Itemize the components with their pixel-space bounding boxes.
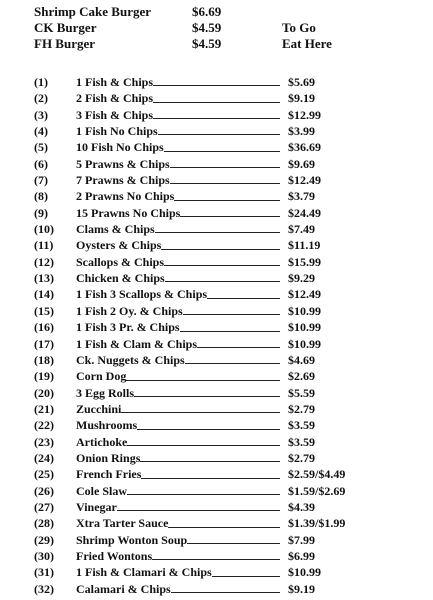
menu-item-name: Fried Wontons	[76, 548, 153, 563]
menu-item-name-leader	[76, 483, 286, 499]
menu-item-number: (27)	[34, 499, 54, 514]
menu-item-name: Corn Dog	[76, 369, 127, 384]
menu-item	[34, 483, 394, 499]
menu-item-price: $5.69	[288, 75, 315, 89]
menu-item	[34, 548, 394, 564]
menu-item-number: (10)	[34, 222, 54, 237]
menu-item-name: Scallops & Chips	[76, 254, 165, 269]
menu-item-price: $9.19	[288, 581, 315, 596]
special-row	[34, 20, 394, 36]
menu-item	[34, 303, 394, 319]
menu-item-price: $4.69	[288, 352, 315, 367]
menu-item-name: 10 Fish No Chips	[76, 140, 164, 155]
menu-item	[34, 237, 394, 253]
menu-item-name-leader	[76, 368, 286, 384]
menu-item-price: $3.79	[288, 189, 315, 204]
menu-item	[34, 336, 394, 352]
menu-item-price: $6.99	[288, 548, 315, 563]
menu-item-name-leader	[76, 564, 286, 580]
special-note: Eat Here	[282, 36, 332, 51]
menu-item-name-leader	[76, 352, 286, 368]
menu-item-number: (12)	[34, 254, 54, 269]
menu-item-price: $12.49	[288, 173, 321, 188]
special-note	[282, 4, 392, 20]
special-note: To Go	[282, 20, 316, 35]
menu-item-number: (6)	[34, 156, 48, 171]
menu-item	[34, 139, 394, 155]
menu-item-name-leader	[76, 548, 286, 564]
menu-item	[34, 385, 394, 401]
menu-item-price: $12.99	[288, 107, 321, 122]
menu-item	[34, 368, 394, 384]
menu-item-price: $7.99	[288, 532, 315, 547]
menu-item-name-leader	[76, 254, 286, 270]
menu-item-name-leader	[76, 450, 286, 466]
menu-item	[34, 123, 394, 139]
menu-item-name-leader	[76, 336, 286, 352]
special-name: CK Burger	[34, 20, 97, 35]
menu-item-name: 1 Fish No Chips	[76, 124, 158, 139]
menu-item-name: Zucchini	[76, 401, 122, 416]
menu-item-name: Artichoke	[76, 434, 128, 449]
menu-item	[34, 466, 394, 482]
special-price: $4.59	[192, 36, 222, 51]
menu-item	[34, 434, 394, 450]
menu-item-name-leader	[76, 74, 286, 90]
menu-item-name-leader	[76, 90, 286, 106]
menu-item	[34, 254, 394, 270]
menu-item-number: (14)	[34, 287, 54, 302]
menu-item-price: $15.99	[288, 254, 321, 269]
menu-item-number: (23)	[34, 434, 54, 449]
menu-item	[34, 156, 394, 172]
menu-item-price: $36.69	[288, 140, 321, 155]
menu-item-number: (11)	[34, 238, 54, 253]
menu-item-price: $9.19	[288, 91, 315, 106]
menu-item-price: $2.59/$4.49	[288, 467, 346, 482]
menu-item-name: Vinegar	[76, 499, 117, 514]
menu-item-name-leader	[76, 156, 286, 172]
menu-item-name-leader	[76, 107, 286, 123]
menu-item-name: Ck. Nuggets & Chips	[76, 352, 185, 367]
menu-item-name: Onion Rings	[76, 450, 141, 465]
menu-item	[34, 172, 394, 188]
menu-item-price: $11.19	[288, 238, 321, 253]
menu-item-name: 3 Egg Rolls	[76, 385, 135, 400]
menu-item	[34, 515, 394, 531]
menu-item-number: (7)	[34, 173, 48, 188]
menu-item-name: Oysters & Chips	[76, 238, 162, 253]
menu-item-name: 1 Fish & Chips	[76, 75, 154, 89]
menu-item-name: 1 Fish & Clam & Chips	[76, 336, 198, 351]
menu-item-price: $7.49	[288, 222, 315, 237]
menu-item-name-leader	[76, 303, 286, 319]
menu-item	[34, 205, 394, 221]
menu-item	[34, 107, 394, 123]
menu-item-number: (4)	[34, 124, 48, 139]
menu-item-name: 7 Prawns & Chips	[76, 173, 170, 188]
menu-item-number: (22)	[34, 418, 54, 433]
menu-item-name: 15 Prawns No Chips	[76, 205, 181, 220]
menu-item-name: 1 Fish 2 Oy. & Chips	[76, 303, 183, 318]
menu-item	[34, 450, 394, 466]
menu-item-number: (18)	[34, 352, 54, 367]
menu-item-price: $2.69	[288, 369, 315, 384]
menu-item	[34, 286, 394, 302]
menu-item-name-leader	[76, 532, 286, 548]
menu-item-price: $10.99	[288, 336, 321, 351]
menu-item-name: 2 Prawns No Chips	[76, 189, 175, 204]
menu-item	[34, 74, 394, 90]
menu-item-name: Xtra Tarter Sauce	[76, 516, 169, 531]
menu-item-number: (24)	[34, 450, 54, 465]
menu-item	[34, 319, 394, 335]
menu-item-name: 1 Fish & Clamari & Chips	[76, 565, 212, 580]
menu-item-number: (16)	[34, 320, 54, 335]
menu-item-name: Mushrooms	[76, 418, 138, 433]
menu-item	[34, 221, 394, 237]
menu-item-name: Cole Slaw	[76, 483, 127, 498]
menu-item-price: $5.59	[288, 385, 315, 400]
menu-item-name-leader	[76, 188, 286, 204]
menu-item-number: (9)	[34, 205, 48, 220]
menu-item-name: 5 Prawns & Chips	[76, 156, 170, 171]
menu-item-number: (15)	[34, 303, 54, 318]
menu-item-price: $3.59	[288, 418, 315, 433]
menu-item-number: (29)	[34, 532, 54, 547]
menu-item-name-leader	[76, 270, 286, 286]
menu-item-number: (3)	[34, 107, 48, 122]
menu-item-number: (5)	[34, 140, 48, 155]
special-row	[34, 36, 394, 52]
menu-item-name: 3 Fish & Chips	[76, 107, 154, 122]
menu-item-price: $4.39	[288, 499, 315, 514]
menu-item-number: (32)	[34, 581, 54, 596]
menu-item	[34, 581, 394, 597]
specials-section	[34, 4, 394, 52]
menu-item	[34, 499, 394, 515]
menu-item-number: (20)	[34, 385, 54, 400]
menu-list	[34, 74, 394, 597]
menu-item-number: (25)	[34, 467, 54, 482]
menu-item-number: (8)	[34, 189, 48, 204]
menu-item	[34, 417, 394, 433]
menu-item-number: (17)	[34, 336, 54, 351]
menu-item-name-leader	[76, 319, 286, 335]
menu-item-number: (19)	[34, 369, 54, 384]
menu-item-name: Chicken & Chips	[76, 271, 165, 286]
menu-item-name: Calamari & Chips	[76, 581, 171, 596]
menu-item	[34, 401, 394, 417]
menu-item-name: 1 Fish 3 Scallops & Chips	[76, 287, 208, 302]
menu-item-price: $2.79	[288, 450, 315, 465]
menu-item-name: Shrimp Wonton Soup	[76, 532, 188, 547]
menu-item-name-leader	[76, 205, 286, 221]
menu-item-number: (13)	[34, 271, 54, 286]
menu-item-name-leader	[76, 417, 286, 433]
menu-item-name-leader	[76, 434, 286, 450]
menu-item-name-leader	[76, 515, 286, 531]
menu-item	[34, 270, 394, 286]
menu-item-number: (1)	[34, 75, 48, 89]
special-price: $6.69	[192, 4, 222, 19]
menu-item-price: $2.79	[288, 401, 315, 416]
menu-item-number: (2)	[34, 91, 48, 106]
menu-item-name: French Fries	[76, 467, 142, 482]
menu-item-price: $1.39/$1.99	[288, 516, 346, 531]
menu-item-name: 2 Fish & Chips	[76, 91, 154, 106]
menu-item	[34, 90, 394, 106]
menu-item-name-leader	[76, 581, 286, 597]
menu-item-name: Clams & Chips	[76, 222, 155, 237]
menu-item-name-leader	[76, 499, 286, 515]
menu-item-number: (30)	[34, 548, 54, 563]
menu-item	[34, 352, 394, 368]
menu-item-price: $10.99	[288, 303, 321, 318]
menu-item-number: (21)	[34, 401, 54, 416]
menu-item-name: 1 Fish 3 Pr. & Chips	[76, 320, 180, 335]
menu-item-name-leader	[76, 385, 286, 401]
menu-item-name-leader	[76, 221, 286, 237]
menu-item-number: (28)	[34, 516, 54, 531]
menu-item	[34, 532, 394, 548]
menu-item-number: (26)	[34, 483, 54, 498]
menu-item-price: $3.59	[288, 434, 315, 449]
special-price: $4.59	[192, 20, 222, 35]
menu-item-name-leader	[76, 172, 286, 188]
menu-item-name-leader	[76, 237, 286, 253]
menu-item-price: $24.49	[288, 205, 321, 220]
menu-item-name-leader	[76, 286, 286, 302]
menu-item	[34, 188, 394, 204]
menu-item-number: (31)	[34, 565, 54, 580]
special-name: FH Burger	[34, 36, 96, 51]
special-row	[34, 4, 394, 20]
menu-item-price: $10.99	[288, 565, 321, 580]
menu-item-price: $10.99	[288, 320, 321, 335]
menu-item-name-leader	[76, 401, 286, 417]
special-name: Shrimp Cake Burger	[34, 4, 151, 19]
menu-item-price: $9.29	[288, 271, 315, 286]
menu-item-name-leader	[76, 139, 286, 155]
menu-item-price: $9.69	[288, 156, 315, 171]
menu-item-name-leader	[76, 466, 286, 482]
menu-item-price: $3.99	[288, 124, 315, 139]
menu-item	[34, 564, 394, 580]
menu-item-price: $12.49	[288, 287, 321, 302]
menu-item-price: $1.59/$2.69	[288, 483, 346, 498]
menu-item-name-leader	[76, 123, 286, 139]
